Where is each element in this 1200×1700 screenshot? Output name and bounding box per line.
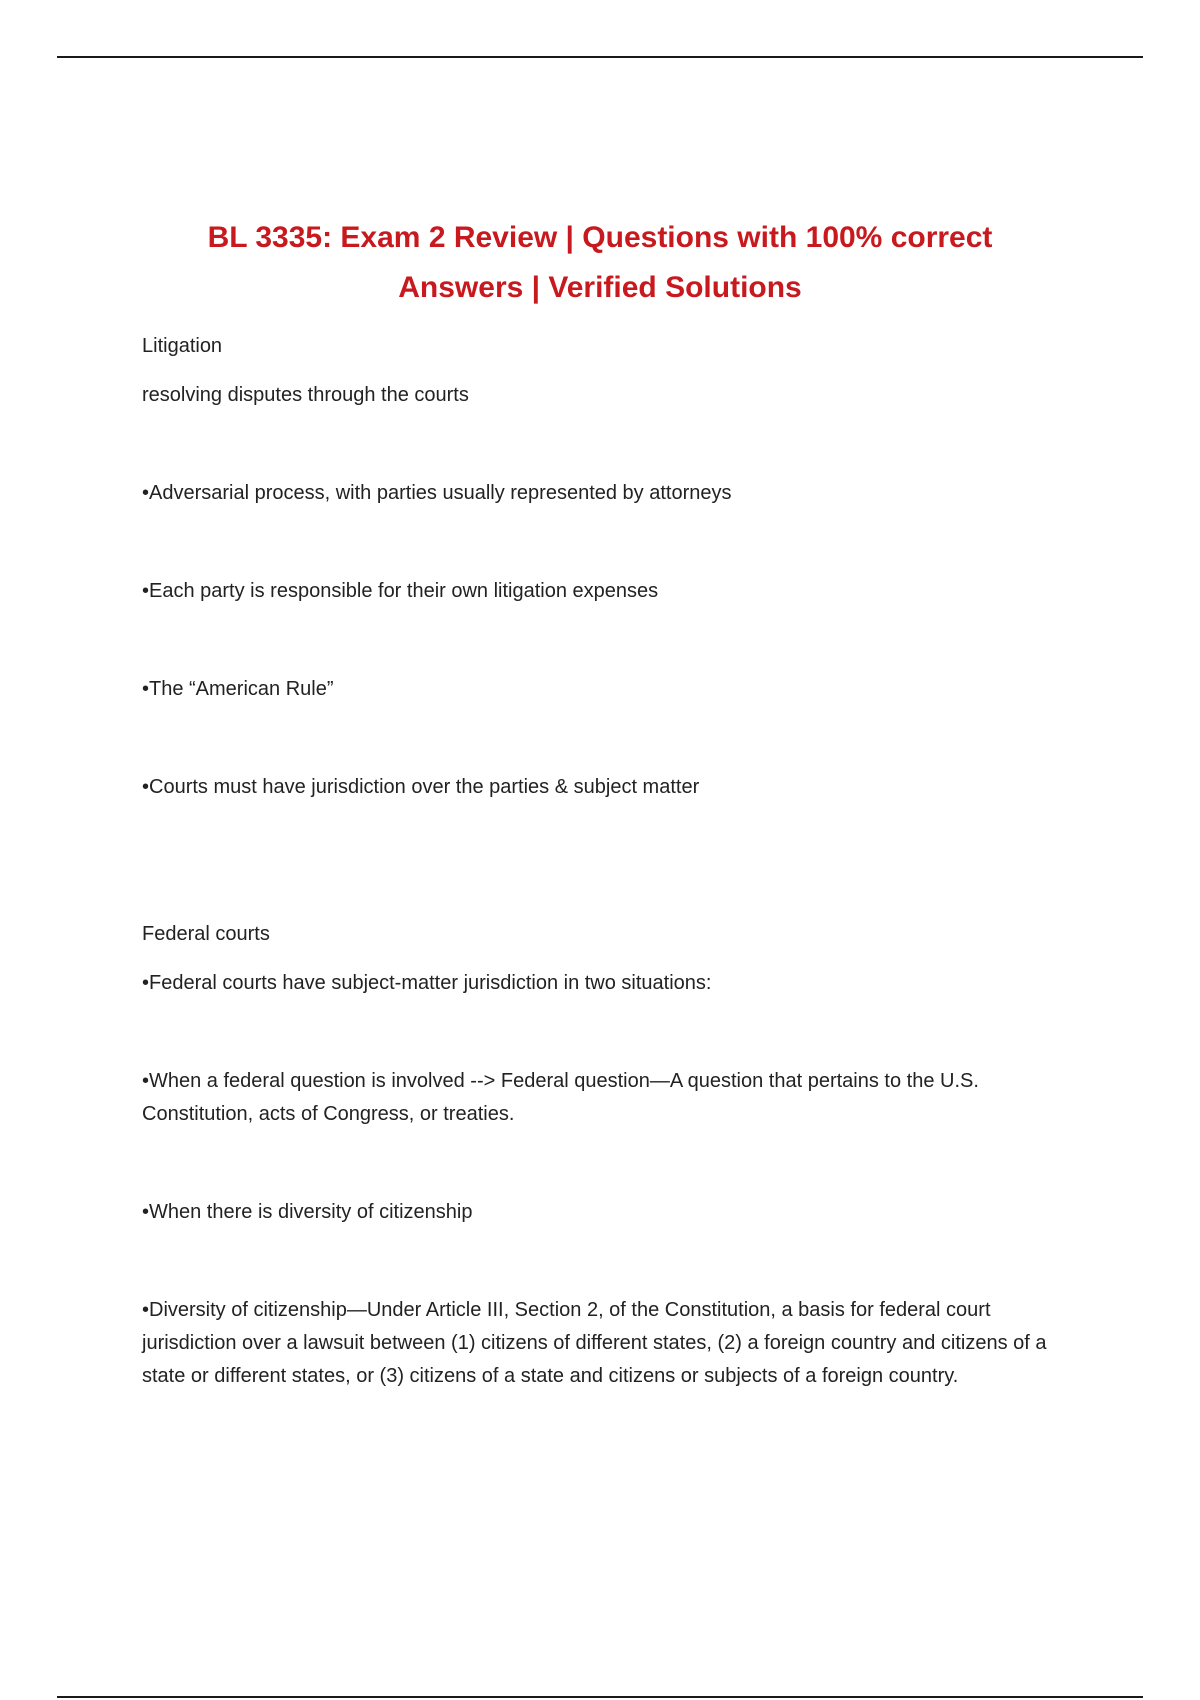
bullet-adversarial-process: •Adversarial process, with parties usually represented by attorneys	[142, 482, 732, 504]
bullet-litigation-expenses: •Each party is responsible for their own litigation expenses	[142, 580, 659, 602]
bullet-diversity-situation: •When there is diversity of citizenship	[142, 1201, 473, 1223]
definition-litigation: resolving disputes through the courts	[142, 384, 469, 406]
bullet-diversity-definition: •Diversity of citizenship—Under Article III, Section 2, of the Constitution, a basis for federal court jurisdiction over a lawsuit between (1) citizens of different states, (2) a foreign country and citizens of a state or different states, or (3) citizens of a state and citizens or subjects of a foreign country.	[142, 1299, 1047, 1387]
title-line-1: BL 3335: Exam 2 Review | Questions with 100% correct	[207, 221, 993, 254]
term-federal-courts: Federal courts	[142, 923, 270, 945]
bullet-american-rule: •The “American Rule”	[142, 678, 334, 700]
title-line-2: Answers | Verified Solutions	[398, 271, 802, 304]
footer-rule	[57, 1696, 1143, 1698]
document-title	[100, 213, 1100, 313]
header-rule	[57, 56, 1143, 58]
term-litigation: Litigation	[142, 335, 223, 357]
bullet-subject-matter-jurisdiction: •Federal courts have subject-matter jurisdiction in two situations:	[142, 972, 712, 994]
bullet-federal-question: •When a federal question is involved --> Federal question—A question that pertains to the U.S. Constitution, acts of Congress, or treaties.	[142, 1070, 979, 1125]
bullet-jurisdiction: •Courts must have jurisdiction over the parties & subject matter	[142, 776, 700, 798]
